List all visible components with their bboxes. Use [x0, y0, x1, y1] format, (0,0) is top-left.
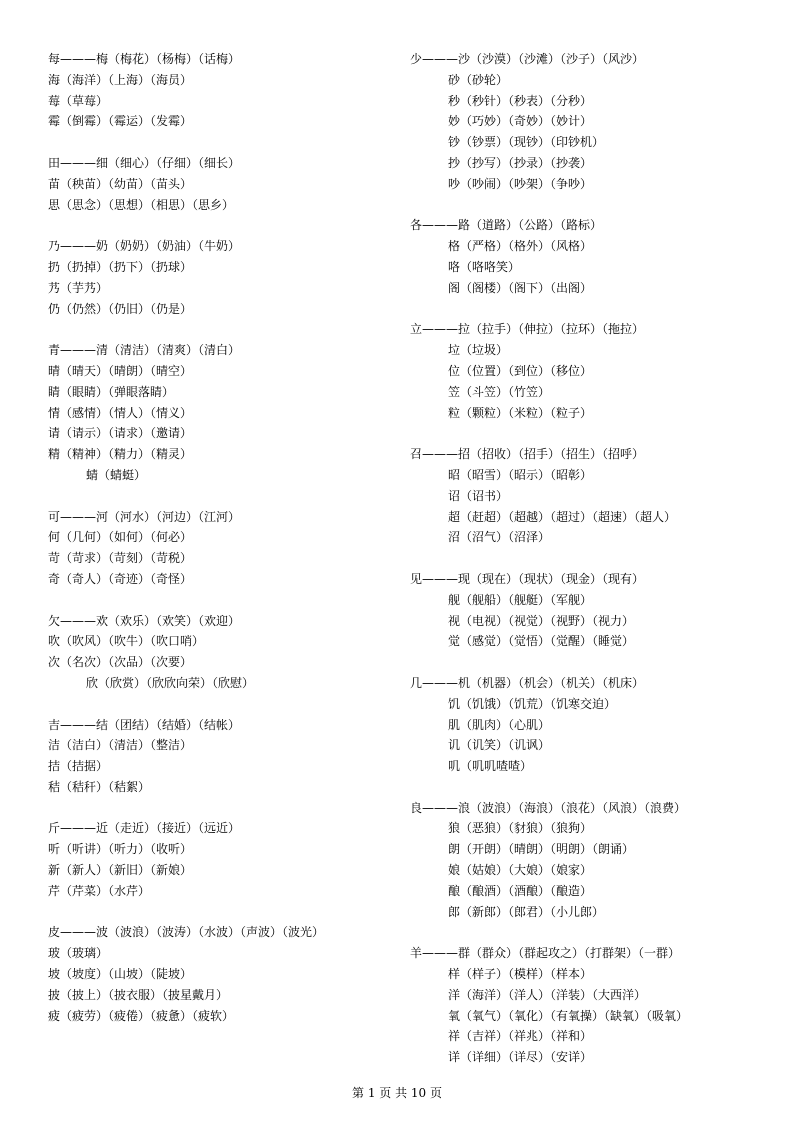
word-line: 蜻（蜻蜓） — [86, 467, 147, 482]
word-line: 诏（诏书） — [448, 488, 509, 503]
word-group — [410, 215, 790, 298]
word-line: 苛（苛求）（苛刻）（苛税） — [48, 551, 193, 566]
word-group — [410, 569, 790, 652]
group-heading-line: 青———清（清洁）（清爽）（清白） — [48, 343, 241, 358]
word-group — [410, 444, 790, 548]
word-line: 觉（感觉）（觉悟）（觉醒）（睡觉） — [448, 634, 635, 649]
word-line: 奇（奇人）（奇迹）（奇怪） — [48, 571, 193, 586]
word-line: 样（样子）（模样）（样本） — [448, 967, 593, 982]
word-line: 抄（抄写）（抄录）（抄袭） — [448, 155, 593, 170]
word-line: 何（几何）（如何）（何必） — [48, 530, 193, 545]
word-line: 披（披上）（披衣服）（披星戴月） — [48, 987, 229, 1002]
word-line: 新（新人）（新旧）（新娘） — [48, 863, 193, 878]
word-line: 朗（开朗）（晴朗）（明朗）（朗诵） — [448, 842, 635, 857]
word-line: 昭（昭雪）（昭示）（昭彰） — [448, 467, 593, 482]
word-group — [48, 340, 388, 486]
word-line: 思（思念）（思想）（相思）（思乡） — [48, 197, 235, 212]
word-line: 视（电视）（视觉）（视野）（视力） — [448, 613, 635, 628]
word-group — [410, 673, 790, 777]
group-heading-line: 羊———群（群众）（群起攻之）（打群架）（一群） — [410, 946, 681, 961]
group-heading-line: 吉———结（团结）（结婚）（结帐） — [48, 717, 241, 732]
word-line: 沼（沼气）（沼泽） — [448, 530, 551, 545]
word-line: 讥（讥笑）（讥讽） — [448, 738, 551, 753]
group-heading-line: 见———现（现在）（现状）（现金）（现有） — [410, 571, 645, 586]
word-line: 洋（海洋）（洋人）（洋装）（大西洋） — [448, 987, 647, 1002]
word-line: 钞（钞票）（现钞）（印钞机） — [448, 135, 605, 150]
word-line: 霉（倒霉）（霉运）（发霉） — [48, 114, 193, 129]
word-line: 酿（酿酒）（酒酿）（酿造） — [448, 883, 593, 898]
word-line: 洁（洁白）（清洁）（整洁） — [48, 738, 193, 753]
left-column — [48, 49, 388, 1047]
word-line: 精（精神）（精力）（精灵） — [48, 447, 193, 462]
word-line: 玻（玻璃） — [48, 946, 109, 961]
group-heading-line: 召———招（招收）（招手）（招生）（招呼） — [410, 447, 645, 462]
word-line: 坡（坡度）（山坡）（陡坡） — [48, 967, 193, 982]
word-line: 位（位置）（到位）（移位） — [448, 363, 593, 378]
word-line: 狼（恶狼）（豺狼）（狼狗） — [448, 821, 593, 836]
word-line: 次（名次）（次品）（次要） — [48, 655, 193, 670]
word-line: 仍（仍然）（仍旧）（仍是） — [48, 301, 193, 316]
word-line: 拮（拮据） — [48, 759, 109, 774]
word-line: 砂（砂轮） — [448, 72, 509, 87]
word-line: 晴（晴天）（晴朗）（晴空） — [48, 363, 193, 378]
right-column — [410, 49, 790, 1089]
word-line: 秸（秸秆）（秸絮） — [48, 779, 151, 794]
word-group — [410, 798, 790, 923]
word-line: 请（请示）（请求）（邀请） — [48, 426, 193, 441]
word-line: 苗（秧苗）（幼苗）（苗头） — [48, 176, 193, 191]
word-line: 叽（叽叽喳喳） — [448, 759, 533, 774]
word-line: 芹（芹菜）（水芹） — [48, 883, 151, 898]
group-heading-line: 少———沙（沙漠）（沙滩）（沙子）（风沙） — [410, 52, 645, 66]
word-line: 舰（舰船）（舰艇）（军舰） — [448, 592, 593, 607]
word-line: 吵（吵闹）（吵架）（争吵） — [448, 176, 593, 191]
word-group — [48, 818, 388, 901]
word-line: 莓（草莓） — [48, 93, 109, 108]
word-group — [410, 319, 790, 423]
group-heading-line: 各———路（道路）（公路）（路标） — [410, 218, 603, 233]
group-heading-line: 田———细（细心）（仔细）（细长） — [48, 155, 241, 170]
group-heading-line: 几———机（机器）（机会）（机关）（机床） — [410, 675, 645, 690]
group-heading-line: 皮———波（波浪）（波涛）（水波）（声波）（波光） — [48, 925, 325, 940]
word-group — [410, 49, 790, 195]
group-heading-line: 每———梅（梅花）（杨梅）（话梅） — [48, 52, 241, 66]
word-group — [48, 49, 388, 132]
word-line: 秒（秒针）（秒表）（分秒） — [448, 93, 593, 108]
word-line: 欣（欣赏）（欣欣向荣）（欣慰） — [86, 675, 255, 690]
word-line: 饥（饥饿）（饥荒）（饥寒交迫） — [448, 696, 617, 711]
word-line: 超（赶超）（超越）（超过）（超速）（超人） — [448, 509, 677, 524]
word-line: 睛（眼睛）（弹眼落睛） — [48, 384, 175, 399]
word-line: 情（感情）（情人）（情义） — [48, 405, 193, 420]
word-line: 吹（吹风）（吹牛）（吹口哨） — [48, 634, 205, 649]
word-group — [410, 943, 790, 1068]
group-heading-line: 乃———奶（奶奶）（奶油）（牛奶） — [48, 239, 241, 254]
word-line: 艿（芋艿） — [48, 280, 109, 295]
word-line: 海（海洋）（上海）（海员） — [48, 72, 193, 87]
group-heading-line: 良———浪（波浪）（海浪）（浪花）（风浪）（浪费） — [410, 800, 687, 815]
page-footer: 第 1 页 共 10 页 — [352, 1086, 442, 1100]
word-group — [48, 922, 388, 1026]
word-line: 祥（吉祥）（祥兆）（祥和） — [448, 1029, 593, 1044]
word-line: 听（听讲）（听力）（收听） — [48, 842, 193, 857]
word-group — [48, 153, 388, 215]
word-group — [48, 611, 388, 694]
word-line: 咯（咯咯笑） — [448, 259, 521, 274]
word-line: 粒（颗粒）（米粒）（粒子） — [448, 405, 593, 420]
word-line: 格（严格）（格外）（风格） — [448, 239, 593, 254]
word-line: 垃（垃圾） — [448, 343, 509, 358]
group-heading-line: 立———拉（拉手）（伸拉）（拉环）（拖拉） — [410, 322, 645, 337]
word-line: 扔（扔掉）（扔下）（扔球） — [48, 259, 193, 274]
word-line: 娘（姑娘）（大娘）（娘家） — [448, 863, 593, 878]
word-group — [48, 715, 388, 798]
word-group — [48, 507, 388, 590]
word-line: 郎（新郎）（郎君）（小儿郎） — [448, 904, 605, 919]
word-group — [48, 236, 388, 319]
word-line: 疲（疲劳）（疲倦）（疲惫）（疲软） — [48, 1008, 235, 1023]
word-line: 肌（肌肉）（心肌） — [448, 717, 551, 732]
group-heading-line: 斤———近（走近）（接近）（远近） — [48, 821, 241, 836]
word-line: 氧（氧气）（氧化）（有氧操）（缺氧）（吸氧） — [448, 1008, 689, 1023]
word-line: 笠（斗笠）（竹笠） — [448, 384, 551, 399]
group-heading-line: 欠———欢（欢乐）（欢笑）（欢迎） — [48, 613, 241, 628]
group-heading-line: 可———河（河水）（河边）（江河） — [48, 509, 241, 524]
word-line: 妙（巧妙）（奇妙）（妙计） — [448, 114, 593, 129]
word-line: 阁（阁楼）（阁下）（出阁） — [448, 280, 593, 295]
word-line: 详（详细）（详尽）（安详） — [448, 1050, 593, 1065]
